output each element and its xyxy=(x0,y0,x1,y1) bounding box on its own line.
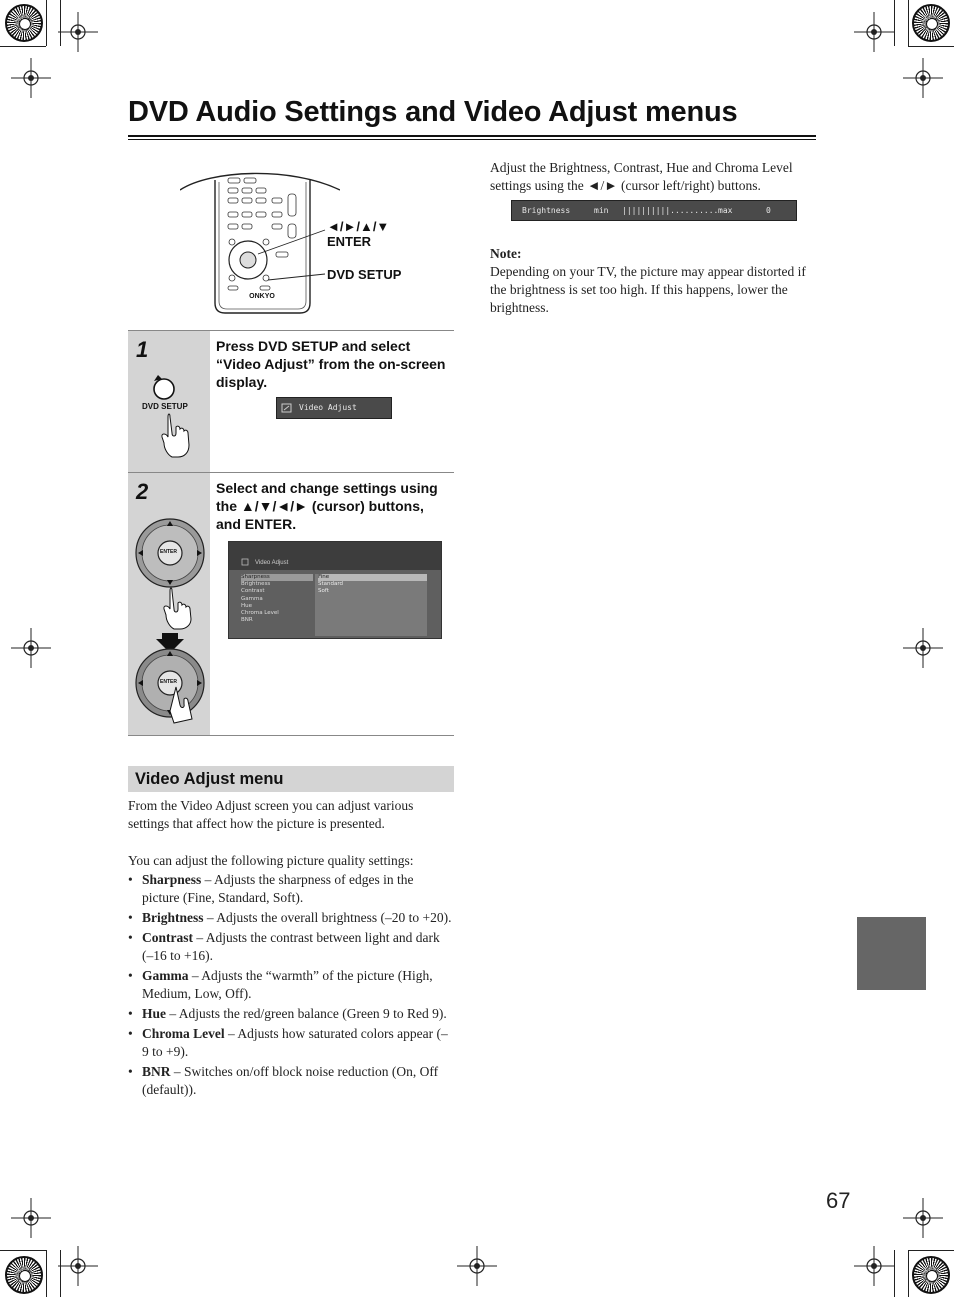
finger-press-button-icon xyxy=(142,371,202,461)
brightness-min-label: min xyxy=(594,206,609,215)
brightness-label: Brightness xyxy=(522,206,571,215)
setting-description: – Adjusts the red/green balance (Green 9 to Red 9). xyxy=(166,1006,447,1021)
list-item xyxy=(128,909,454,927)
note-block xyxy=(490,245,816,317)
page-title: DVD Audio Settings and Video Adjust menus xyxy=(128,96,738,128)
cursor-pad-illustration xyxy=(132,515,208,725)
osd-label: Video Adjust xyxy=(299,403,357,412)
video-adjust-osd-screen xyxy=(228,541,442,639)
note-title: Note: xyxy=(490,246,522,261)
step-number: 1 xyxy=(136,337,149,362)
video-adjust-body xyxy=(128,797,454,1101)
setting-description: – Adjusts the overall brightness (–20 to +20). xyxy=(203,910,452,925)
crop-line xyxy=(46,1250,47,1297)
brand-logo: ONKYO xyxy=(249,293,275,300)
enter-button-label: ENTER xyxy=(160,549,177,555)
video-adjust-icon xyxy=(280,401,294,415)
cursor-buttons-label: ◄/►/▲/▼ xyxy=(327,219,390,234)
crosshair-icon xyxy=(11,1198,51,1238)
list-item xyxy=(128,929,454,965)
lead-paragraph: You can adjust the following picture quality settings: xyxy=(128,853,414,868)
crosshair-icon xyxy=(11,58,51,98)
brightness-max-label: max xyxy=(718,206,733,215)
registration-sunburst-icon xyxy=(5,4,43,42)
osd-item-list xyxy=(241,574,313,634)
step-2-instruction: Select and change settings using the ▲/▼/◄/► (cursor) buttons, and ENTER. xyxy=(216,480,438,532)
step-1-instruction: Press DVD SETUP and select “Video Adjust” from the on-screen display. xyxy=(216,338,446,390)
enter-button-label: ENTER xyxy=(327,234,372,249)
osd-title: Video Adjust xyxy=(255,560,289,566)
step-1-sidebar xyxy=(128,331,210,473)
crosshair-icon xyxy=(58,12,98,52)
adjust-instruction: Adjust the Brightness, Contrast, Hue and Chroma Level settings using the ◄/► (cursor left/right) buttons. xyxy=(490,160,793,193)
dvd-setup-button-label: DVD SETUP xyxy=(142,402,188,411)
step-2-sidebar xyxy=(128,473,210,735)
settings-list xyxy=(128,871,454,1099)
step-2 xyxy=(128,472,454,736)
registration-sunburst-icon xyxy=(912,4,950,42)
crosshair-icon xyxy=(903,628,943,668)
note-text: Depending on your TV, the picture may appear distorted if the brightness is set too high. If this happens, lower the brightness. xyxy=(490,264,806,315)
list-item xyxy=(128,1005,454,1023)
intro-paragraph: From the Video Adjust screen you can adjust various settings that affect how the picture is presented. xyxy=(128,798,414,831)
section-heading: Video Adjust menu xyxy=(128,766,454,792)
osd-item: Brightness xyxy=(241,581,271,588)
crop-line xyxy=(894,0,895,46)
crop-line xyxy=(908,0,909,46)
setting-description: – Switches on/off block noise reduction (On, Off (default)). xyxy=(142,1064,439,1097)
remote-control-illustration xyxy=(180,168,340,318)
setting-name: Chroma Level xyxy=(142,1026,225,1041)
brightness-value: 0 xyxy=(766,206,771,215)
registration-sunburst-icon xyxy=(5,1256,43,1294)
step-1 xyxy=(128,330,454,473)
remote-callout-cursor xyxy=(327,219,389,249)
list-item xyxy=(128,1025,454,1061)
brightness-level-ticks: ||||||||||.......... xyxy=(622,206,719,215)
chapter-tab xyxy=(857,917,926,990)
osd-value: Soft xyxy=(318,588,329,595)
title-rule xyxy=(128,135,816,137)
setting-description: – Adjusts the sharpness of edges in the picture (Fine, Standard, Soft). xyxy=(142,872,414,905)
setting-description: – Adjusts how saturated colors appear (–9 to +9). xyxy=(142,1026,448,1059)
crop-line xyxy=(908,46,954,47)
dvd-setup-callout: DVD SETUP xyxy=(327,267,402,282)
registration-sunburst-icon xyxy=(912,1256,950,1294)
brightness-osd-bar xyxy=(511,200,797,221)
osd-item: Sharpness xyxy=(241,574,313,581)
osd-item: Chroma Level xyxy=(241,610,279,617)
enter-button-label: ENTER xyxy=(160,679,177,685)
page-number: 67 xyxy=(826,1188,851,1213)
crosshair-icon xyxy=(903,1198,943,1238)
setting-name: Hue xyxy=(142,1006,167,1021)
setting-description: – Adjusts the contrast between light and dark (–16 to +16). xyxy=(142,930,440,963)
crop-line xyxy=(46,0,47,46)
crosshair-icon xyxy=(11,628,51,668)
step-number: 2 xyxy=(136,479,149,504)
setting-description: – Adjusts the “warmth” of the picture (High, Medium, Low, Off). xyxy=(142,968,433,1001)
osd-value: Fine xyxy=(318,574,427,581)
osd-header xyxy=(229,542,441,570)
crop-line xyxy=(0,46,46,47)
setting-name: Sharpness xyxy=(142,872,202,887)
crosshair-icon xyxy=(903,58,943,98)
setting-name: Gamma xyxy=(142,968,189,983)
list-item xyxy=(128,967,454,1003)
osd-item: Contrast xyxy=(241,588,265,595)
osd-value: Standard xyxy=(318,581,344,588)
video-adjust-osd xyxy=(276,397,392,419)
osd-item: Gamma xyxy=(241,595,263,602)
crosshair-icon xyxy=(457,1246,497,1286)
crosshair-icon xyxy=(854,1246,894,1286)
crop-line xyxy=(0,1250,46,1251)
list-item xyxy=(128,871,454,907)
osd-value-panel xyxy=(315,574,427,636)
crosshair-icon xyxy=(854,12,894,52)
crop-line xyxy=(908,1250,954,1251)
crop-line xyxy=(894,1250,895,1297)
setting-name: Contrast xyxy=(142,930,193,945)
crop-line xyxy=(908,1250,909,1297)
list-item xyxy=(128,1063,454,1099)
osd-item: Hue xyxy=(241,602,253,609)
title-rule xyxy=(128,139,816,140)
video-adjust-icon xyxy=(241,558,249,566)
setting-name: Brightness xyxy=(142,910,204,925)
setting-name: BNR xyxy=(142,1064,171,1079)
crosshair-icon xyxy=(58,1246,98,1286)
osd-item: BNR xyxy=(241,617,253,624)
